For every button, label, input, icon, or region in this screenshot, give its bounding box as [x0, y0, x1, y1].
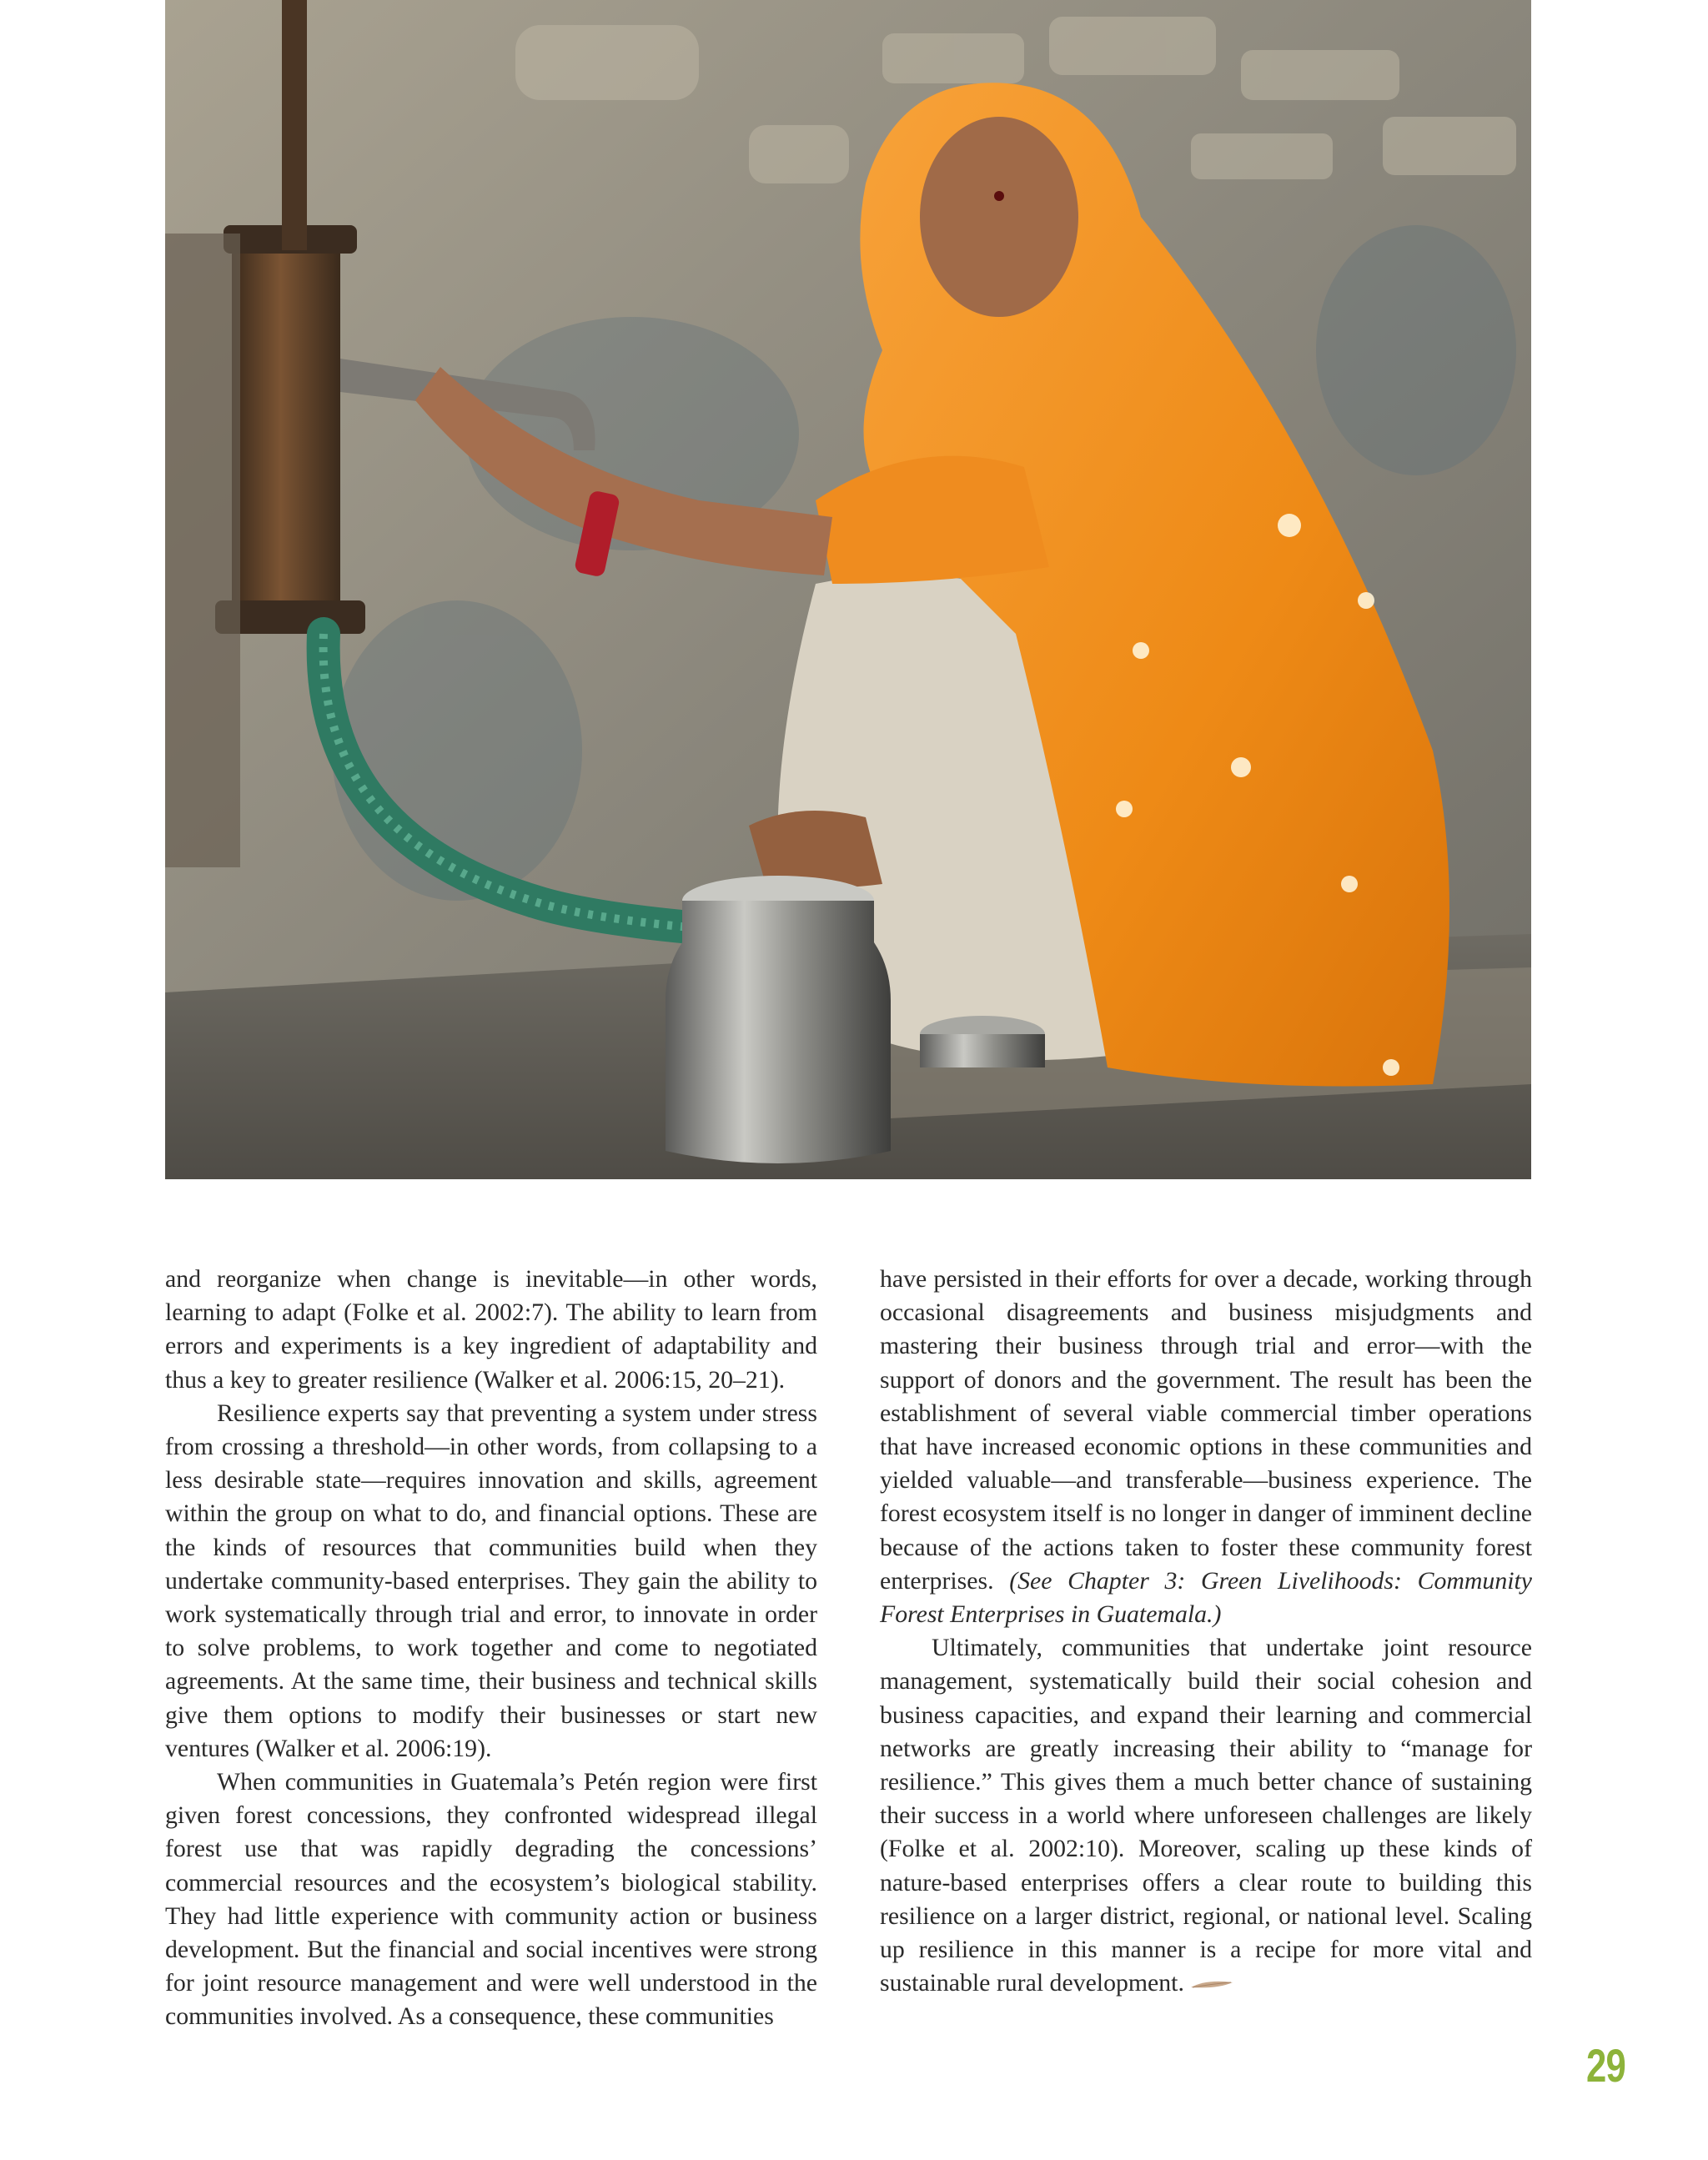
text-column-right [880, 1263, 1532, 2000]
paragraph [880, 1631, 1532, 2000]
paragraph-text: have persisted in their efforts for over a decade, working through occasional disagreements and business misjudgments and mastering their business through trial and error—with the support of donors and the government. The result has been the establishment of several viable commercial timber operations that have increased economic options in these communities and yielded valuable—and transferable—business experience. The forest ecosystem itself is no longer in danger of imminent decline because of the actions taken to foster these community forest enterprises. [880, 1265, 1532, 1595]
paragraph [880, 1263, 1532, 1631]
chapter-reference: (See Chapter 3: Green Livelihoods: Community Forest Enterprises in Guatemala.) [880, 1566, 1532, 1629]
paragraph: and reorganize when change is inevitable—in other words, learning to adapt (Folke et al. 2002:7). The ability to learn from errors and experiments is a key ingredient of adaptability and thus a key to greater resilience (Walker et al. 2006:15, 20–21). [165, 1265, 817, 1394]
photo-illustration [165, 0, 1531, 1179]
text-column-left [165, 1263, 817, 2034]
paragraph: Resilience experts say that preventing a system under stress from crossing a threshold—in other words, from collapsing to a less desirable state—requires innovation and skills, agreement within the group on what to do, and financial options. These are the kinds of resources that communities build when they undertake community-based enterprises. They gain the ability to work systematically through trial and error, to innovate in order to solve problems, to work together and come to negotiated agreements. At the same time, their business and technical skills give them options to modify their businesses or start new ventures (Walker et al. 2006:19). [165, 1399, 817, 1762]
paragraph-text: Ultimately, communities that undertake joint resource management, systematically build their social cohesion and business capacities, and expand their learning and commercial networks are greatly increasing their ability to “manage for resilience.” This gives them a much better chance of sustaining their success in a world where unforeseen challenges are likely (Folke et al. 2002:10). Moreover, scaling up these kinds of nature-based enterprises offers a clear route to building this resilience on a larger district, regional, or national level. Scaling up resilience in this manner is a recipe for more vital and sustainable rural development. [880, 1634, 1532, 1997]
photo-woman-at-water-pump [165, 0, 1531, 1179]
leaf-end-mark-icon [1189, 1977, 1234, 1992]
paragraph: When communities in Guatemala’s Petén region were first given forest concessions, they confronted widespread illegal forest use that was rapidly degrading the concessions’ commercial resources and the ecosystem’s biological stability. They had little experience with community action or business development. But the financial and social incentives were strong for joint resource management and were well understood in the communities involved. As a consequence, these communities [165, 1768, 817, 2031]
page-number: 29 [1586, 2039, 1626, 2092]
